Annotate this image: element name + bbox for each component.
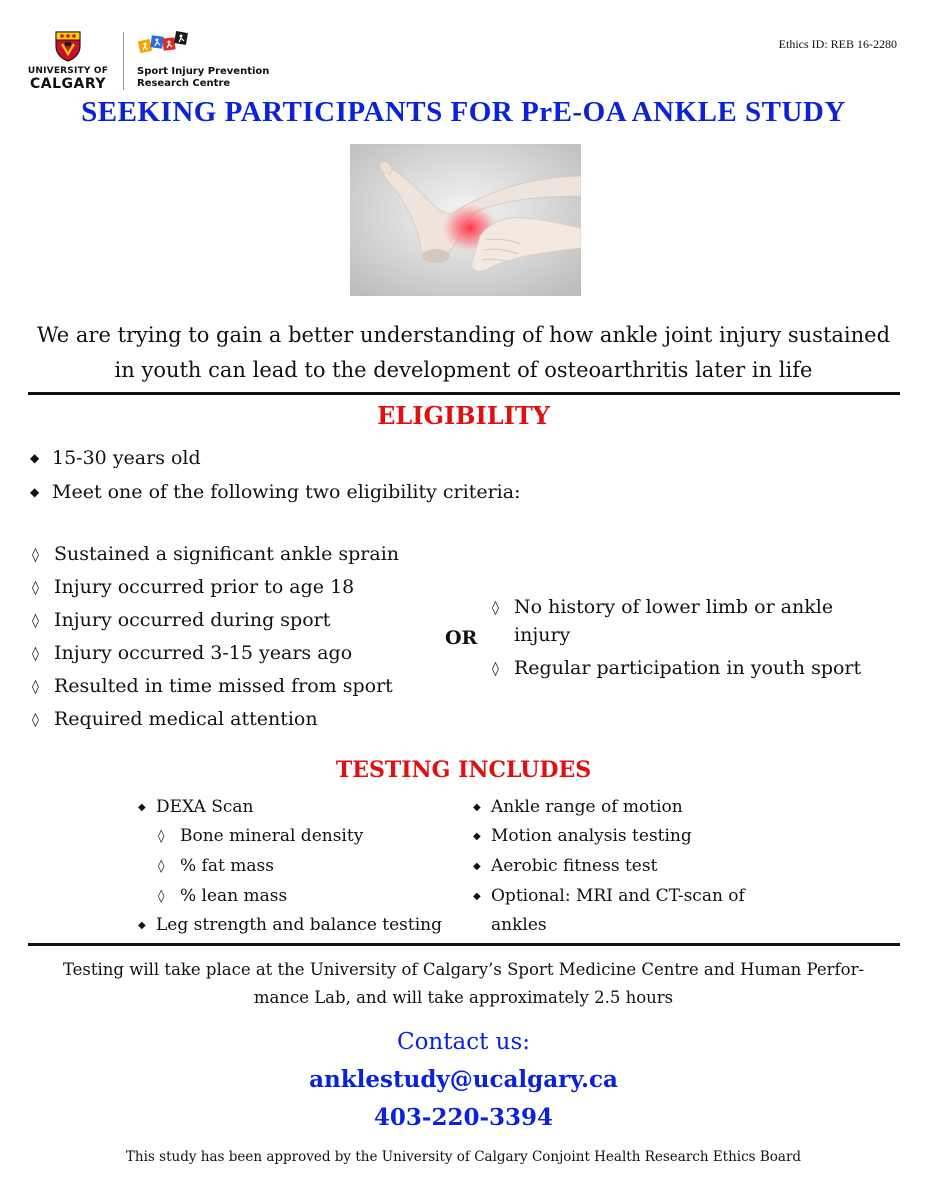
group-b-item: ◊ Regular participation in youth sport	[492, 657, 862, 679]
group-a-item: ◊ Required medical attention	[32, 708, 318, 730]
dexa-subitem: ◊ % lean mass	[158, 886, 288, 906]
testing-item: ◆ Aerobic fitness test	[473, 856, 658, 876]
page-title: SEEKING PARTICIPANTS FOR PrE-OA ANKLE STUDY	[81, 96, 846, 128]
diamond-bullet-icon: ◆	[138, 920, 146, 931]
group-b-item: ◊ No history of lower limb or ankle	[492, 596, 834, 618]
hollow-diamond-icon: ◊	[32, 613, 39, 629]
contact-phone[interactable]: 403-220-3394	[373, 1104, 554, 1131]
sirpc-logo-line1: Sport Injury Prevention	[137, 66, 270, 77]
eligibility-heading: ELIGIBILITY	[377, 401, 550, 430]
diamond-bullet-icon: ◆	[30, 485, 40, 499]
testing-item: ◆ Leg strength and balance testing	[138, 915, 443, 935]
testing-item-continuation: ankles	[491, 915, 547, 935]
testing-item: ◆ DEXA Scan	[138, 797, 254, 817]
group-a-item: ◊ Injury occurred prior to age 18	[32, 576, 355, 598]
hollow-diamond-icon: ◊	[158, 889, 165, 904]
ankle-pain-photo	[350, 144, 581, 296]
hollow-diamond-icon: ◊	[158, 829, 165, 844]
sport-injury-prevention-logo	[137, 30, 270, 92]
testing-item: ◆ Optional: MRI and CT-scan of	[473, 886, 745, 906]
hollow-diamond-icon: ◊	[32, 712, 39, 728]
sirpc-logo-line2: Research Centre	[137, 78, 231, 89]
location-line-1: Testing will take place at the University of Calgary’s Sport Medicine Centre and Human Perfor-	[62, 960, 865, 979]
intro-line-1: We are trying to gain a better understanding of how ankle joint injury sustained	[36, 323, 891, 347]
university-of-calgary-logo	[22, 30, 114, 92]
ethics-approval-note: This study has been approved by the University of Calgary Conjoint Health Research Ethics Board	[125, 1149, 802, 1165]
group-a-item: ◊ Resulted in time missed from sport	[32, 675, 393, 697]
or-label: OR	[445, 627, 478, 649]
university-logo-line1: UNIVERSITY OF	[27, 66, 109, 76]
crest-icon	[53, 30, 83, 62]
group-a-item: ◊ Injury occurred during sport	[32, 609, 331, 631]
contact-email[interactable]: anklestudy@ucalgary.ca	[309, 1066, 618, 1093]
location-line-2: mance Lab, and will take approximately 2.5 hours	[253, 988, 674, 1007]
dexa-subitem: ◊ % fat mass	[158, 856, 274, 876]
ethics-id: Ethics ID: REB 16-2280	[778, 37, 897, 51]
hollow-diamond-icon: ◊	[158, 859, 165, 874]
dexa-subitem: ◊ Bone mineral density	[158, 826, 364, 846]
group-a-item: ◊ Injury occurred 3-15 years ago	[32, 642, 353, 664]
eligibility-criterion: ◆ Meet one of the following two eligibility criteria:	[30, 481, 521, 503]
diamond-bullet-icon: ◆	[473, 891, 481, 902]
contact-heading: Contact us:	[396, 1029, 530, 1055]
hollow-diamond-icon: ◊	[492, 661, 499, 677]
diamond-bullet-icon: ◆	[473, 831, 481, 842]
testing-item: ◆ Motion analysis testing	[473, 826, 692, 846]
section-divider-top	[28, 392, 900, 395]
intro-paragraph	[20, 318, 907, 388]
hollow-diamond-icon: ◊	[32, 547, 39, 563]
intro-line-2: in youth can lead to the development of osteoarthritis later in life	[114, 358, 813, 382]
hollow-diamond-icon: ◊	[492, 600, 499, 616]
diamond-bullet-icon: ◆	[30, 451, 40, 465]
hollow-diamond-icon: ◊	[32, 679, 39, 695]
testing-item: ◆ Ankle range of motion	[473, 797, 683, 817]
sport-figures-icon	[137, 30, 193, 56]
section-divider-bottom	[28, 943, 900, 946]
logo-divider	[123, 32, 124, 90]
hollow-diamond-icon: ◊	[32, 580, 39, 596]
university-logo-line2: CALGARY	[29, 76, 106, 92]
group-a-item: ◊ Sustained a significant ankle sprain	[32, 543, 400, 565]
group-b-item-continuation: injury	[514, 624, 571, 646]
diamond-bullet-icon: ◆	[138, 802, 146, 813]
hollow-diamond-icon: ◊	[32, 646, 39, 662]
eligibility-criterion: ◆ 15-30 years old	[30, 447, 201, 469]
location-paragraph	[20, 956, 907, 1012]
diamond-bullet-icon: ◆	[473, 861, 481, 872]
diamond-bullet-icon: ◆	[473, 802, 481, 813]
testing-heading: TESTING INCLUDES	[335, 757, 592, 783]
